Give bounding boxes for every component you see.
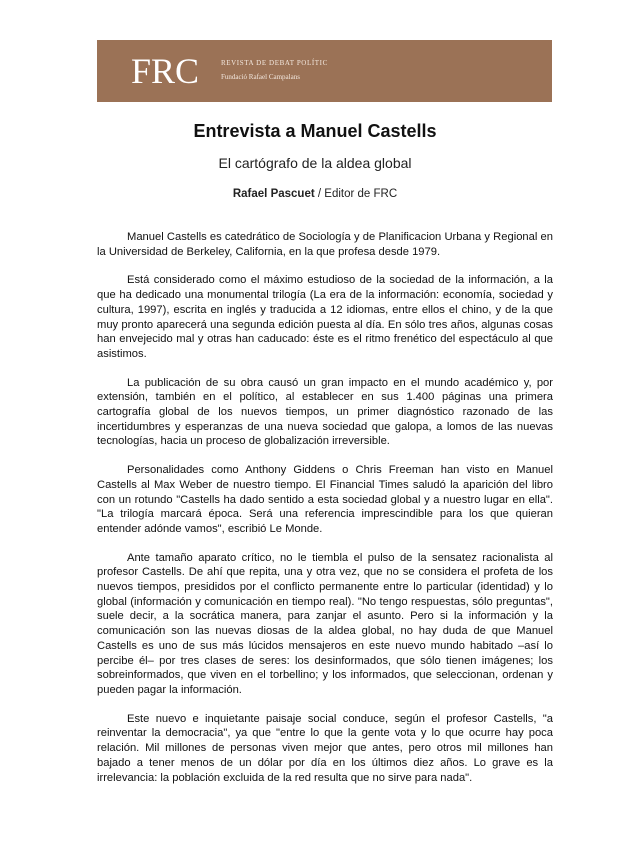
frc-logo: FRC	[131, 51, 200, 91]
article-title: Entrevista a Manuel Castells	[193, 121, 437, 141]
paragraph: Personalidades como Anthony Giddens o Chris Freeman han visto en Manuel Castells al Max Weber de nuestro tiempo. El Financial Times saludó la aparición del libro con un rotundo "Castells ha dado sentido a esta sociedad global y a nuestro lugar en ella". "La trilogía marcará época. Será una referencia imprescindible para los que quieran entender adónde vamos", escribió Le Monde.	[97, 464, 553, 535]
byline	[0, 187, 630, 201]
article-subtitle: El cartógrafo de la aldea global	[218, 155, 412, 171]
journal-name: REVISTA DE DEBAT POLÍTIC	[221, 59, 328, 67]
header-banner	[97, 40, 552, 102]
paragraph: La publicación de su obra causó un gran impacto en el mundo académico y, por extensión, también en el político, al establecer en sus 1.400 páginas una primera cartografía global de los nuevos tiempos, un primer diagnóstico razonado de las incertidumbres y esperanzas de una nueva sociedad que galopa, a lomos de las nuevas tecnologías, hacia un proceso de globalización irreversible.	[97, 376, 553, 448]
paragraph: Ante tamaño aparato crítico, no le tiembla el pulso de la sensatez racionalista al profesor Castells. De ahí que repita, una y otra vez, que no se considera el profeta de los nuevos tiempos, presididos por el conflicto permanente entre lo particular (identidad) y lo global (información y comunicación en tiempo real). "No tengo respuestas, sólo preguntas", suele decir, a la socrática manera, para zanjar el asunto. Pero si la información y la comunicación son las nuevas diosas de la aldea global, no hay duda de que Manuel Castells es uno de sus más lúcidos mensajeros en este nuevo mundo habitado –así lo percibe él– por tres clases de seres: los desinformados, que sólo tienen imágenes; los sobreinformados, que viven en el torbellino; y los informados, que seleccionan, ordenan y pueden pagar la información.	[97, 551, 553, 696]
article-body	[97, 230, 553, 799]
author-role: / Editor de FRC	[314, 188, 398, 200]
paragraph: Este nuevo e inquietante paisaje social conduce, según el profesor Castells, "a reinventar la democracia", ya que "entre lo que la gente vota y lo que ocurre hay poca relación. Mil millones de personas viven mejor que antes, pero otros mil millones han bajado a tener menos de un dólar por día en los últimos diez años. Lo grave es la irrelevancia: la población excluida de la red resulta que no sirve para nada".	[97, 712, 553, 784]
paragraph: Está considerado como el máximo estudioso de la sociedad de la información, a la que ha dedicado una monumental trilogía (La era de la información: economía, sociedad y cultura, 1997), escrita en inglés y traducida a 12 idiomas, entre ellos el chino, y de la que muy pronto aparecerá una segunda edición puesta al día. En sólo tres años, algunas cosas han envejecido mal y otras han caducado: éste es el ritmo frenético del espectáculo al que asistimos.	[97, 274, 553, 360]
paragraph: Manuel Castells es catedrático de Sociología y de Planificacion Urbana y Regional en la Universidad de Berkeley, California, en la que profesa desde 1979.	[97, 231, 553, 258]
foundation-name: Fundació Rafael Campalans	[221, 73, 300, 81]
author-name: Rafael Pascuet	[232, 188, 315, 200]
